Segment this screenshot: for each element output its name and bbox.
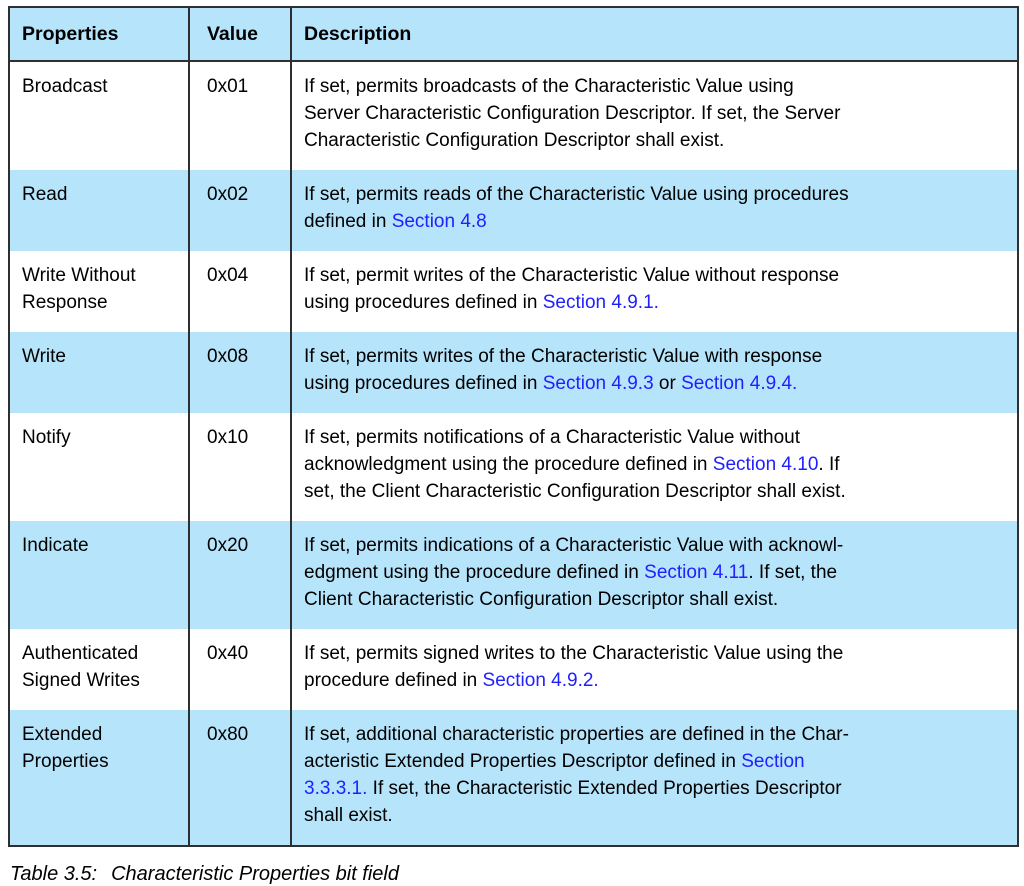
property-line: Write	[22, 346, 66, 367]
description-line	[304, 640, 1005, 667]
description-line	[304, 775, 1005, 802]
section-link[interactable]: Section	[741, 751, 805, 772]
table-row	[9, 710, 1018, 846]
description-line	[304, 289, 1005, 316]
description-cell	[291, 61, 1018, 170]
description-line	[304, 532, 1005, 559]
property-cell	[9, 61, 189, 170]
description-text: Characteristic Configuration Descriptor shall exist.	[304, 130, 725, 151]
description-line	[304, 73, 1005, 100]
section-link[interactable]: Section 4.9.1.	[542, 292, 659, 313]
column-header-description: Description	[291, 7, 1018, 61]
caption-label: Table 3.5:	[10, 863, 98, 885]
description-text: If set, permits writes of the Characteristic Value with response	[304, 346, 823, 367]
description-line	[304, 181, 1005, 208]
description-text: acknowledgment using the procedure defined in	[304, 454, 713, 475]
description-text: procedure defined in	[304, 670, 483, 691]
property-line: Authenticated	[22, 643, 139, 664]
property-cell	[9, 251, 189, 332]
table-body	[9, 61, 1018, 846]
property-line: Indicate	[22, 535, 89, 556]
description-line	[304, 100, 1005, 127]
description-text: . If	[818, 454, 840, 475]
description-line	[304, 451, 1005, 478]
description-text: If set, permits indications of a Characteristic Value with acknowl-	[304, 535, 844, 556]
property-cell	[9, 332, 189, 413]
description-text: shall exist.	[304, 805, 393, 826]
description-line	[304, 208, 1005, 235]
description-text: set, the Client Characteristic Configuration Descriptor shall exist.	[304, 481, 846, 502]
value-cell: 0x08	[189, 332, 291, 413]
description-text: If set, permits signed writes to the Characteristic Value using the	[304, 643, 844, 664]
description-cell	[291, 332, 1018, 413]
property-line: Broadcast	[22, 76, 108, 97]
description-cell	[291, 629, 1018, 710]
table-row	[9, 170, 1018, 251]
description-text: Server Characteristic Configuration Descriptor. If set, the Server	[304, 103, 841, 124]
table-row	[9, 413, 1018, 521]
description-text: If set, permits broadcasts of the Characteristic Value using	[304, 76, 794, 97]
property-line: Properties	[22, 751, 109, 772]
description-cell	[291, 251, 1018, 332]
description-line	[304, 370, 1005, 397]
description-line	[304, 721, 1005, 748]
description-line	[304, 262, 1005, 289]
description-cell	[291, 521, 1018, 629]
property-line: Read	[22, 184, 68, 205]
table-row	[9, 521, 1018, 629]
value-cell: 0x02	[189, 170, 291, 251]
property-cell	[9, 629, 189, 710]
description-text: using procedures defined in	[304, 292, 543, 313]
section-link[interactable]: Section 4.8	[391, 211, 487, 232]
column-header-properties: Properties	[9, 7, 189, 61]
description-text: acteristic Extended Properties Descriptor defined in	[304, 751, 742, 772]
caption-text: Characteristic Properties bit field	[111, 863, 399, 885]
header-row	[9, 7, 1018, 61]
description-text: If set, the Characteristic Extended Properties Descriptor	[367, 778, 842, 799]
description-line	[304, 748, 1005, 775]
property-line: Notify	[22, 427, 71, 448]
description-text: defined in	[304, 211, 392, 232]
table-caption	[10, 862, 1017, 886]
characteristic-properties-table	[8, 6, 1019, 847]
property-cell	[9, 710, 189, 846]
table-row	[9, 332, 1018, 413]
description-cell	[291, 413, 1018, 521]
description-text: or	[653, 373, 682, 394]
description-line	[304, 802, 1005, 829]
description-text: edgment using the procedure defined in	[304, 562, 645, 583]
description-text: If set, permit writes of the Characteristic Value without response	[304, 265, 840, 286]
description-line	[304, 424, 1005, 451]
description-line	[304, 478, 1005, 505]
description-line	[304, 559, 1005, 586]
table-row	[9, 629, 1018, 710]
property-line: Response	[22, 292, 108, 313]
description-line	[304, 127, 1005, 154]
value-cell: 0x10	[189, 413, 291, 521]
value-cell: 0x04	[189, 251, 291, 332]
section-link[interactable]: Section 4.10	[712, 454, 819, 475]
description-cell	[291, 710, 1018, 846]
value-cell: 0x80	[189, 710, 291, 846]
table-row	[9, 61, 1018, 170]
property-line: Extended	[22, 724, 103, 745]
table-row	[9, 251, 1018, 332]
description-text: If set, permits reads of the Characteristic Value using procedures	[304, 184, 849, 205]
value-cell: 0x20	[189, 521, 291, 629]
description-line	[304, 667, 1005, 694]
description-text: If set, additional characteristic properties are defined in the Char-	[304, 724, 849, 745]
section-link[interactable]: Section 4.9.3	[542, 373, 654, 394]
section-link[interactable]: Section 4.11	[644, 562, 749, 583]
description-line	[304, 343, 1005, 370]
property-cell	[9, 170, 189, 251]
description-text: Client Characteristic Configuration Descriptor shall exist.	[304, 589, 779, 610]
property-cell	[9, 521, 189, 629]
section-link[interactable]: Section 4.9.4.	[681, 373, 798, 394]
section-link[interactable]: Section 4.9.2.	[482, 670, 599, 691]
property-line: Signed Writes	[22, 670, 140, 691]
description-text: using procedures defined in	[304, 373, 543, 394]
property-cell	[9, 413, 189, 521]
description-text: If set, permits notifications of a Characteristic Value without	[304, 427, 800, 448]
description-cell	[291, 170, 1018, 251]
description-line	[304, 586, 1005, 613]
section-link[interactable]: 3.3.3.1.	[304, 778, 368, 799]
property-line: Write Without	[22, 265, 136, 286]
value-cell: 0x40	[189, 629, 291, 710]
column-header-value: Value	[189, 7, 291, 61]
description-text: . If set, the	[748, 562, 838, 583]
value-cell: 0x01	[189, 61, 291, 170]
